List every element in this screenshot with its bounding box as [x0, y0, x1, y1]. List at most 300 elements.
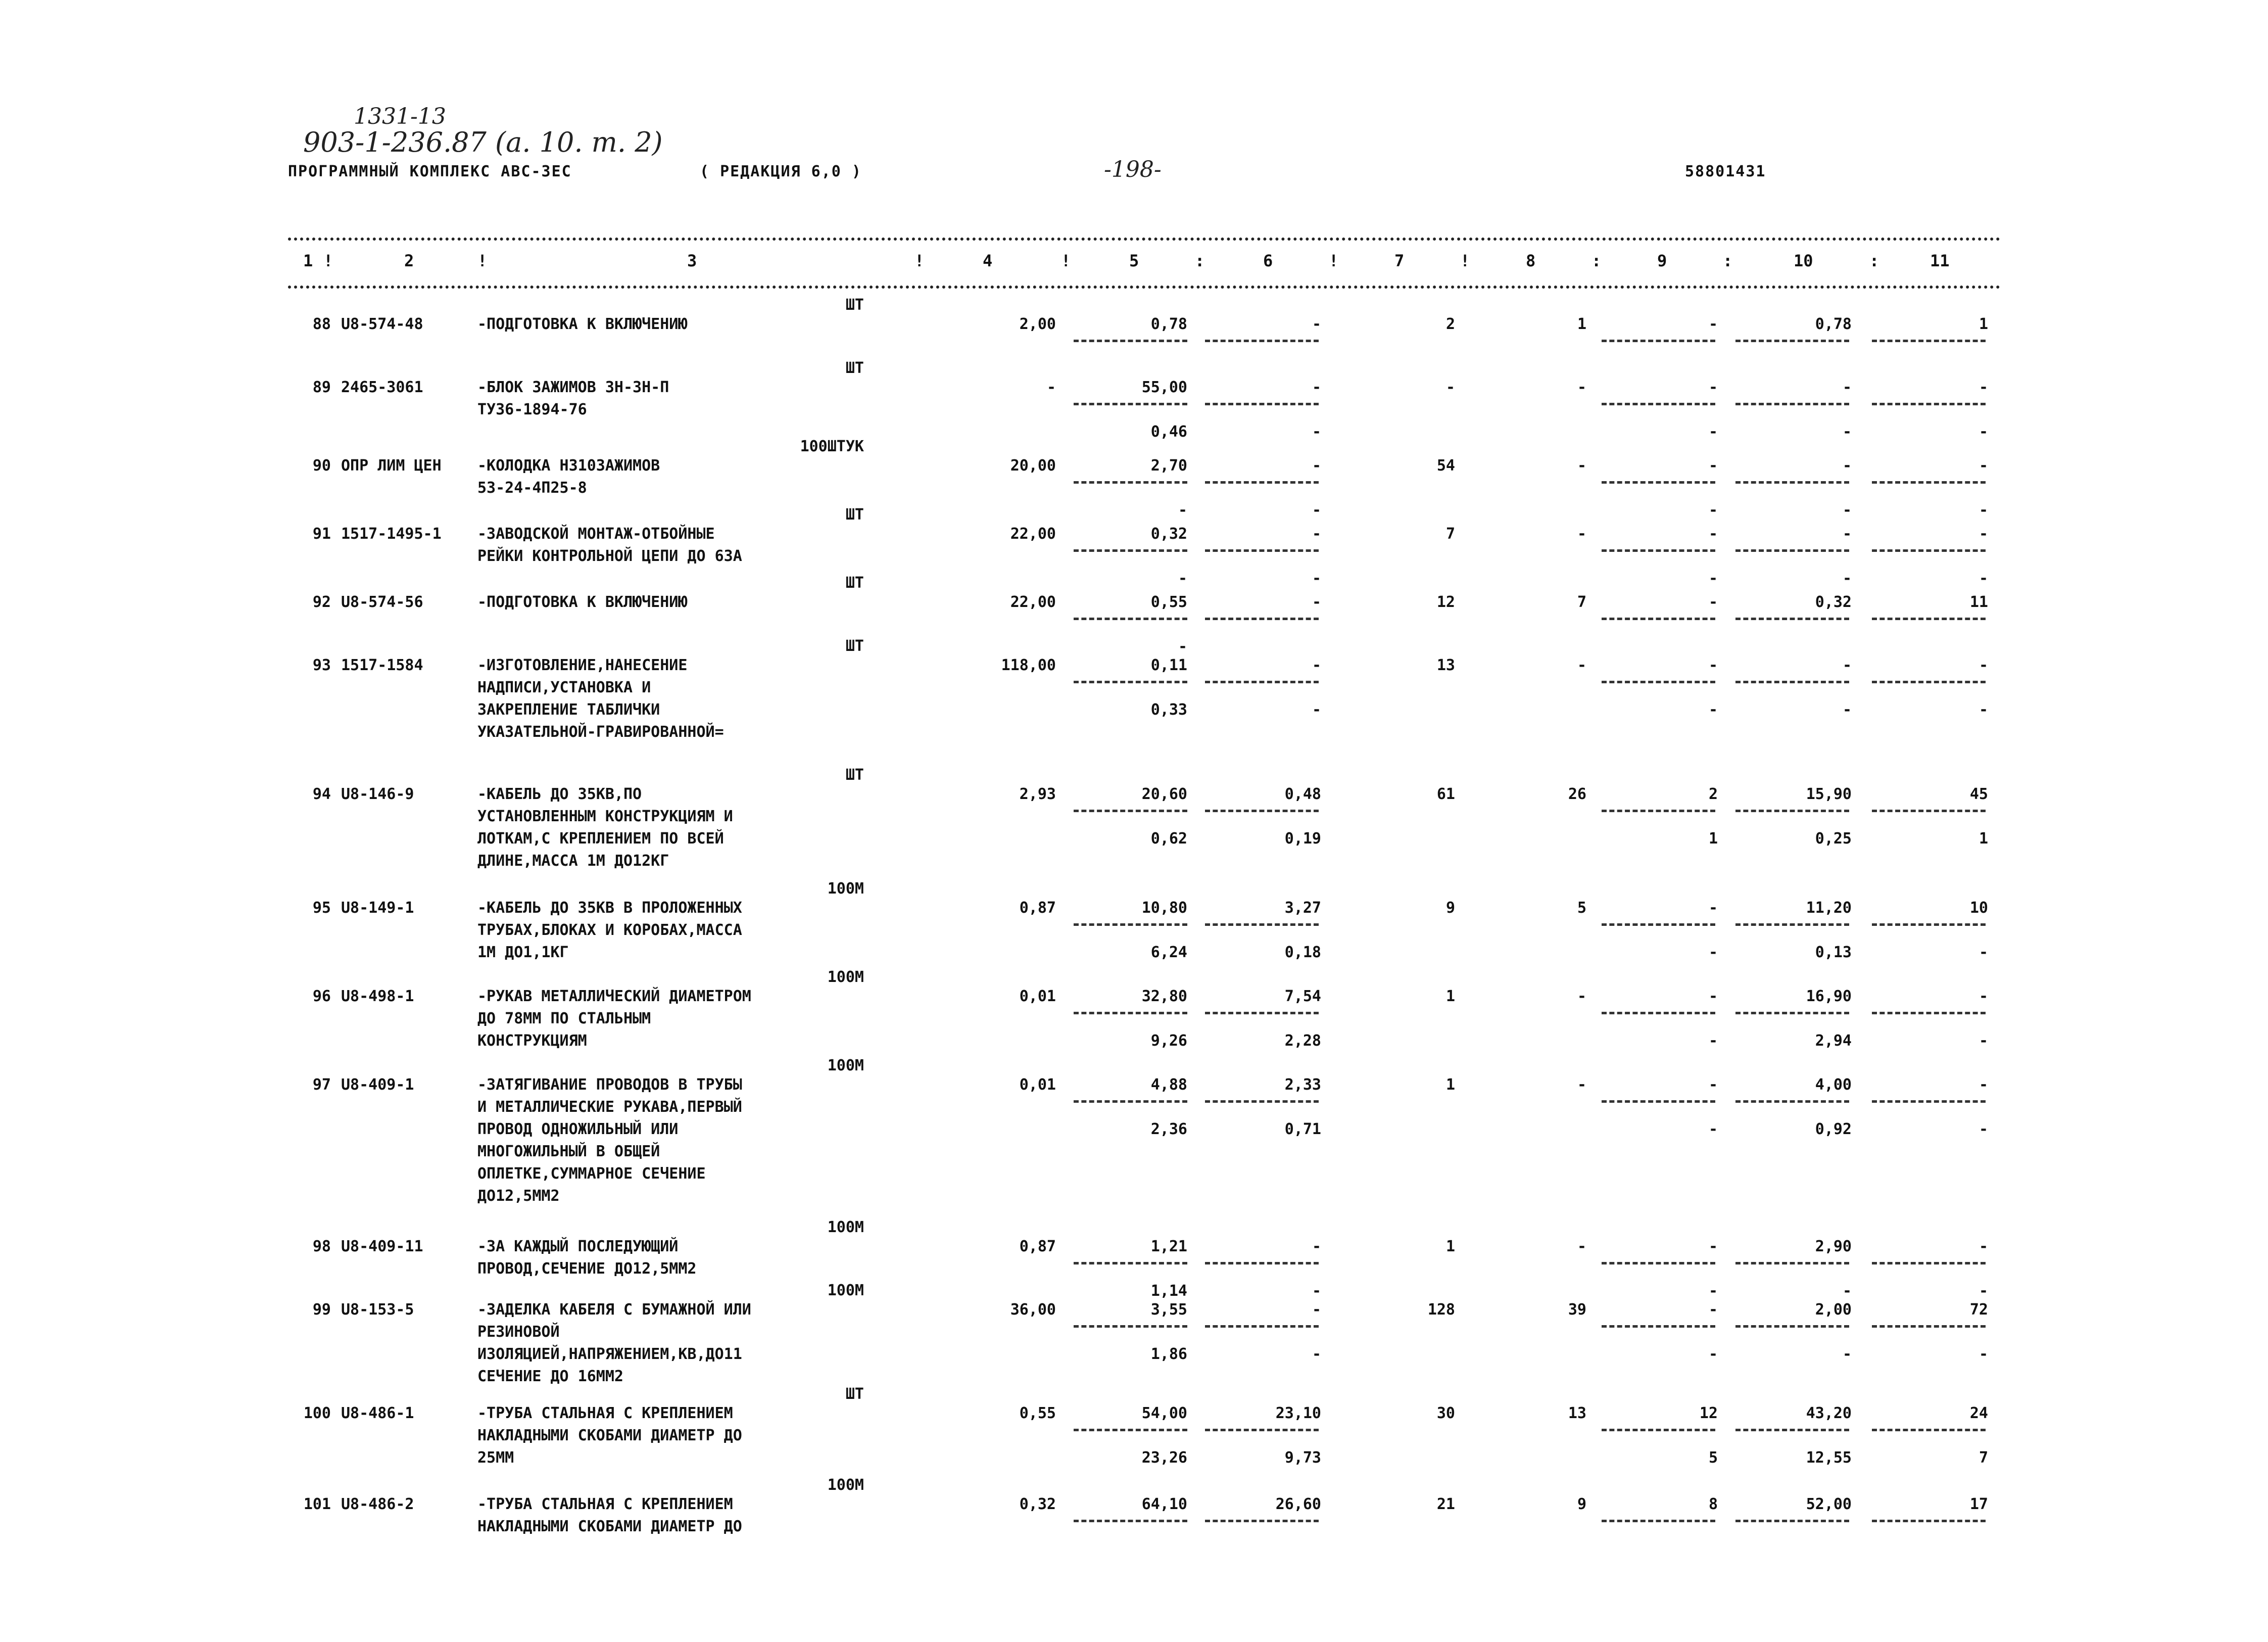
- description-line: ОПЛЕТКЕ,СУММАРНОЕ СЕЧЕНИЕ: [477, 1165, 706, 1183]
- description-line: ЛОТКАМ,С КРЕПЛЕНИЕМ ПО ВСЕЙ: [477, 830, 724, 848]
- value-c11-sub: -: [1979, 1032, 1988, 1050]
- dash-separator: [1205, 923, 1319, 926]
- dash-separator: [1205, 618, 1319, 620]
- description-line: -ТРУБА СТАЛЬНАЯ С КРЕПЛЕНИЕМ: [477, 1495, 733, 1513]
- unit-label: 100М: [827, 968, 864, 986]
- value-c10: 43,20: [1806, 1404, 1852, 1422]
- col-11-header: 11: [1930, 251, 1950, 270]
- value-c5: 55,00: [1141, 379, 1187, 396]
- description-line: -БЛОК ЗАЖИМОВ ЗН-3Н-П: [477, 379, 669, 396]
- dash-separator: [1074, 923, 1187, 926]
- value-c6-sub: -: [1312, 1282, 1321, 1300]
- description-line: -РУКАВ МЕТАЛЛИЧЕСКИЙ ДИАМЕТРОМ: [477, 988, 751, 1005]
- value-c9-sub: -: [1708, 1282, 1718, 1300]
- row-number: 88: [312, 315, 331, 333]
- col-sep: !: [914, 251, 925, 270]
- value-c10: -: [1842, 525, 1852, 543]
- row-code: U8-574-56: [341, 593, 423, 611]
- value-c9: -: [1708, 988, 1718, 1005]
- unit-label: 100М: [827, 880, 864, 898]
- value-c7: 13: [1436, 656, 1455, 674]
- dash-separator: [1735, 810, 1849, 812]
- description-line: ПРОВОД ОДНОЖИЛЬНЫЙ ИЛИ: [477, 1120, 679, 1138]
- description-line: УКАЗАТЕЛЬНОЙ-ГРАВИРОВАННОЙ=: [477, 723, 724, 741]
- dash-separator: [1735, 403, 1849, 405]
- value-c10-sub: -: [1842, 501, 1852, 519]
- value-c8: -: [1577, 1076, 1586, 1094]
- col-3-header: 3: [687, 251, 697, 270]
- dash-separator: [1205, 481, 1319, 484]
- col-sep: :: [1591, 251, 1602, 270]
- description-line: И МЕТАЛЛИЧЕСКИЕ РУКАВА,ПЕРВЫЙ: [477, 1098, 742, 1116]
- value-c5-sub: 6,24: [1150, 944, 1187, 961]
- dash-separator: [1205, 1429, 1319, 1431]
- dash-separator: [1735, 1012, 1849, 1014]
- value-c7: -: [1445, 379, 1455, 396]
- value-c9: -: [1708, 379, 1718, 396]
- dash-separator: [1735, 1429, 1849, 1431]
- value-c7: 30: [1436, 1404, 1455, 1422]
- value-c4: 0,32: [1019, 1495, 1056, 1513]
- value-c11-sub: -: [1979, 501, 1988, 519]
- value-c5: 3,55: [1150, 1301, 1187, 1319]
- value-c11-sub: -: [1979, 701, 1988, 719]
- dash-separator: [1872, 681, 1986, 683]
- description-line: НАКЛАДНЫМИ СКОБАМИ ДИАМЕТР ДО: [477, 1518, 742, 1535]
- dash-separator: [1074, 1100, 1187, 1103]
- dash-separator: [1602, 1429, 1715, 1431]
- dash-separator: [1205, 1520, 1319, 1522]
- value-c11: 72: [1969, 1301, 1988, 1319]
- description-line: МНОГОЖИЛЬНЫЙ В ОБЩЕЙ: [477, 1143, 660, 1160]
- value-c8: 7: [1577, 593, 1586, 611]
- row-code: U8-146-9: [341, 785, 414, 803]
- value-c5: 0,11: [1150, 656, 1187, 674]
- dash-separator: [1205, 681, 1319, 683]
- value-c9: -: [1708, 525, 1718, 543]
- value-c9-sub: -: [1708, 1032, 1718, 1050]
- value-c5-sub: 0,62: [1150, 830, 1187, 848]
- value-c11-sub: -: [1979, 570, 1988, 587]
- value-c11-sub: 1: [1979, 830, 1988, 848]
- row-code: U8-409-1: [341, 1076, 414, 1094]
- row-number: 99: [312, 1301, 331, 1319]
- value-c10-sub: -: [1842, 423, 1852, 441]
- value-c7: 54: [1436, 457, 1455, 475]
- row-code: 1517-1584: [341, 656, 423, 674]
- row-number: 91: [312, 525, 331, 543]
- value-c8: 13: [1568, 1404, 1586, 1422]
- value-c5-sub: -: [1178, 638, 1187, 655]
- value-c11-sub: -: [1979, 423, 1988, 441]
- value-c4: 0,87: [1019, 899, 1056, 917]
- handwritten-annotation-line1: 1331-13: [354, 104, 446, 129]
- dash-separator: [1872, 810, 1986, 812]
- unit-label: 100М: [827, 1476, 864, 1494]
- row-code: U8-409-11: [341, 1238, 423, 1255]
- value-c11: -: [1979, 457, 1988, 475]
- value-c5: 1,21: [1150, 1238, 1187, 1255]
- dash-separator: [1205, 549, 1319, 552]
- row-code: 2465-3061: [341, 379, 423, 396]
- col-sep: !: [1329, 251, 1339, 270]
- value-c5: 0,32: [1150, 525, 1187, 543]
- value-c5: 32,80: [1141, 988, 1187, 1005]
- value-c6: 3,27: [1284, 899, 1321, 917]
- value-c10: -: [1842, 379, 1852, 396]
- row-code: ОПР ЛИМ ЦЕН: [341, 457, 442, 475]
- value-c5-sub: 0,33: [1150, 701, 1187, 719]
- description-line: 1М ДО1,1КГ: [477, 944, 569, 961]
- dash-separator: [1602, 1012, 1715, 1014]
- value-c9: -: [1708, 1076, 1718, 1094]
- value-c9: 2: [1708, 785, 1718, 803]
- value-c11: -: [1979, 1076, 1988, 1094]
- row-number: 92: [312, 593, 331, 611]
- dash-separator: [1735, 340, 1849, 342]
- value-c8: 26: [1568, 785, 1586, 803]
- value-c8: -: [1577, 457, 1586, 475]
- row-number: 98: [312, 1238, 331, 1255]
- dash-separator: [1074, 1429, 1187, 1431]
- row-code: U8-486-1: [341, 1404, 414, 1422]
- dash-separator: [1872, 1325, 1986, 1328]
- value-c9-sub: -: [1708, 701, 1718, 719]
- description-line: -КОЛОДКА НЗ103АЖИМОВ: [477, 457, 660, 475]
- description-line: СЕЧЕНИЕ ДО 16ММ2: [477, 1368, 623, 1385]
- col-6-header: 6: [1263, 251, 1273, 270]
- value-c7: 1: [1445, 1076, 1455, 1094]
- value-c11-sub: -: [1979, 1345, 1988, 1363]
- dash-separator: [1602, 481, 1715, 484]
- dash-separator: [1074, 681, 1187, 683]
- value-c10-sub: 0,25: [1815, 830, 1852, 848]
- description-line: НАКЛАДНЫМИ СКОБАМИ ДИАМЕТР ДО: [477, 1427, 742, 1444]
- description-line: ТРУБАХ,БЛОКАХ И КОРОБАХ,МАССА: [477, 921, 742, 939]
- value-c5: 54,00: [1141, 1404, 1187, 1422]
- description-line: РЕЗИНОВОЙ: [477, 1323, 560, 1341]
- value-c8: 5: [1577, 899, 1586, 917]
- value-c11: 10: [1969, 899, 1988, 917]
- value-c10: 15,90: [1806, 785, 1852, 803]
- value-c6: -: [1312, 457, 1321, 475]
- dash-separator: [1872, 923, 1986, 926]
- value-c4: -: [1046, 379, 1056, 396]
- value-c5-sub: 9,26: [1150, 1032, 1187, 1050]
- value-c11: 45: [1969, 785, 1988, 803]
- dash-separator: [1872, 1429, 1986, 1431]
- value-c6: 2,33: [1284, 1076, 1321, 1094]
- dash-separator: [1205, 340, 1319, 342]
- value-c8: 39: [1568, 1301, 1586, 1319]
- value-c10: 11,20: [1806, 899, 1852, 917]
- value-c9: 12: [1699, 1404, 1718, 1422]
- value-c9-sub: -: [1708, 944, 1718, 961]
- value-c7: 2: [1445, 315, 1455, 333]
- row-number: 93: [312, 656, 331, 674]
- description-line: РЕЙКИ КОНТРОЛЬНОЙ ЦЕПИ ДО 63А: [477, 547, 742, 565]
- value-c11-sub: -: [1979, 1282, 1988, 1300]
- value-c8: -: [1577, 988, 1586, 1005]
- dash-separator: [1735, 1325, 1849, 1328]
- value-c6-sub: 0,19: [1284, 830, 1321, 848]
- dash-separator: [1872, 481, 1986, 484]
- dash-separator: [1602, 1262, 1715, 1264]
- value-c8: -: [1577, 525, 1586, 543]
- value-c5-sub: 1,86: [1150, 1345, 1187, 1363]
- description-line: УСТАНОВЛЕННЫМ КОНСТРУКЦИЯМ И: [477, 808, 733, 825]
- value-c6: 23,10: [1275, 1404, 1321, 1422]
- value-c7: 12: [1436, 593, 1455, 611]
- description-line: -ЗАТЯГИВАНИЕ ПРОВОДОВ В ТРУБЫ: [477, 1076, 742, 1094]
- value-c5: 10,80: [1141, 899, 1187, 917]
- dash-separator: [1074, 810, 1187, 812]
- value-c10: 16,90: [1806, 988, 1852, 1005]
- value-c11: 17: [1969, 1495, 1988, 1513]
- value-c6: -: [1312, 1238, 1321, 1255]
- dash-separator: [1074, 618, 1187, 620]
- value-c7: 21: [1436, 1495, 1455, 1513]
- value-c10-sub: 12,55: [1806, 1449, 1852, 1467]
- unit-label: 100ШТУК: [800, 438, 864, 455]
- value-c4: 0,01: [1019, 1076, 1056, 1094]
- row-number: 94: [312, 785, 331, 803]
- dash-separator: [1602, 1325, 1715, 1328]
- dash-separator: [1205, 810, 1319, 812]
- value-c10: 0,32: [1815, 593, 1852, 611]
- description-line: -ТРУБА СТАЛЬНАЯ С КРЕПЛЕНИЕМ: [477, 1404, 733, 1422]
- value-c5-sub: 0,46: [1150, 423, 1187, 441]
- description-line: КОНСТРУКЦИЯМ: [477, 1032, 587, 1050]
- row-number: 96: [312, 988, 331, 1005]
- value-c11: -: [1979, 988, 1988, 1005]
- description-line: -ПОДГОТОВКА К ВКЛЮЧЕНИЮ: [477, 593, 688, 611]
- value-c6: -: [1312, 593, 1321, 611]
- dash-separator: [1872, 403, 1986, 405]
- col-7-header: 7: [1394, 251, 1405, 270]
- description-line: -ЗАВОДСКОЙ МОНТАЖ-ОТБОЙНЫЕ: [477, 525, 715, 543]
- col-1-header: 1: [303, 251, 313, 270]
- value-c6: -: [1312, 315, 1321, 333]
- value-c9: -: [1708, 656, 1718, 674]
- dash-separator: [1602, 618, 1715, 620]
- dash-separator: [1074, 1520, 1187, 1522]
- dash-separator: [1735, 1520, 1849, 1522]
- value-c6-sub: -: [1312, 423, 1321, 441]
- value-c11: 11: [1969, 593, 1988, 611]
- dash-separator: [1735, 923, 1849, 926]
- dash-separator: [1735, 481, 1849, 484]
- description-line: -КАБЕЛЬ ДО 35КВ В ПРОЛОЖЕННЫХ: [477, 899, 742, 917]
- value-c6: 26,60: [1275, 1495, 1321, 1513]
- value-c9-sub: -: [1708, 501, 1718, 519]
- value-c8: 1: [1577, 315, 1586, 333]
- value-c6: -: [1312, 656, 1321, 674]
- value-c8: -: [1577, 656, 1586, 674]
- value-c11: -: [1979, 379, 1988, 396]
- col-2-header: 2: [404, 251, 414, 270]
- description-line: -КАБЕЛЬ ДО 35КВ,ПО: [477, 785, 642, 803]
- value-c6-sub: -: [1312, 501, 1321, 519]
- value-c9-sub: 5: [1708, 1449, 1718, 1467]
- dash-separator: [1735, 618, 1849, 620]
- row-number: 101: [303, 1495, 331, 1513]
- value-c5: 20,60: [1141, 785, 1187, 803]
- description-line: ДО 78ММ ПО СТАЛЬНЫМ: [477, 1010, 651, 1027]
- value-c4: 0,55: [1019, 1404, 1056, 1422]
- unit-label: 100М: [827, 1218, 864, 1236]
- value-c10: 0,78: [1815, 315, 1852, 333]
- value-c4: 36,00: [1010, 1301, 1056, 1319]
- value-c8: -: [1577, 1238, 1586, 1255]
- description-line: 25ММ: [477, 1449, 514, 1467]
- value-c4: 2,00: [1019, 315, 1056, 333]
- value-c6-sub: -: [1312, 570, 1321, 587]
- value-c10: 2,00: [1815, 1301, 1852, 1319]
- unit-label: ШТ: [845, 296, 864, 314]
- value-c5: 2,70: [1150, 457, 1187, 475]
- unit-label: 100М: [827, 1282, 864, 1299]
- value-c4: 20,00: [1010, 457, 1056, 475]
- value-c6: -: [1312, 379, 1321, 396]
- dash-separator: [1602, 549, 1715, 552]
- col-sep: !: [477, 251, 488, 270]
- col-sep: !: [1460, 251, 1470, 270]
- value-c9-sub: 1: [1708, 830, 1718, 848]
- value-c11: 24: [1969, 1404, 1988, 1422]
- value-c5: 4,88: [1150, 1076, 1187, 1094]
- dash-separator: [1074, 1325, 1187, 1328]
- value-c7: 7: [1445, 525, 1455, 543]
- unit-label: ШТ: [845, 1385, 864, 1403]
- value-c8: 9: [1577, 1495, 1586, 1513]
- value-c6-sub: 2,28: [1284, 1032, 1321, 1050]
- value-c4: 2,93: [1019, 785, 1056, 803]
- document-code: 58801431: [1685, 163, 1766, 180]
- dash-separator: [1602, 923, 1715, 926]
- value-c6-sub: -: [1312, 1345, 1321, 1363]
- dash-separator: [1872, 1520, 1986, 1522]
- value-c9-sub: -: [1708, 1120, 1718, 1138]
- dash-separator: [1735, 681, 1849, 683]
- value-c10-sub: -: [1842, 1345, 1852, 1363]
- value-c9-sub: -: [1708, 570, 1718, 587]
- unit-label: ШТ: [845, 637, 864, 655]
- row-code: U8-149-1: [341, 899, 414, 917]
- value-c4: 0,01: [1019, 988, 1056, 1005]
- description-line: ИЗОЛЯЦИЕЙ,НАПРЯЖЕНИЕМ,КВ,ДО11: [477, 1345, 742, 1363]
- dash-separator: [1602, 1520, 1715, 1522]
- value-c9: -: [1708, 899, 1718, 917]
- description-line: ТУ36-1894-76: [477, 401, 587, 418]
- col-10-header: 10: [1794, 251, 1813, 270]
- value-c11-sub: -: [1979, 944, 1988, 961]
- dash-separator: [1602, 403, 1715, 405]
- value-c11: -: [1979, 1238, 1988, 1255]
- value-c10: 2,90: [1815, 1238, 1852, 1255]
- row-number: 97: [312, 1076, 331, 1094]
- col-8-header: 8: [1526, 251, 1536, 270]
- col-sep: :: [1195, 251, 1205, 270]
- value-c10: 52,00: [1806, 1495, 1852, 1513]
- dash-separator: [1205, 403, 1319, 405]
- value-c5-sub: 2,36: [1150, 1120, 1187, 1138]
- dash-separator: [1735, 1262, 1849, 1264]
- row-number: 90: [312, 457, 331, 475]
- value-c6-sub: 0,71: [1284, 1120, 1321, 1138]
- dash-separator: [1074, 403, 1187, 405]
- value-c11-sub: 7: [1979, 1449, 1988, 1467]
- description-line: ДО12,5ММ2: [477, 1187, 560, 1205]
- description-line: -ЗА КАЖДЫЙ ПОСЛЕДУЮЩИЙ: [477, 1238, 679, 1255]
- unit-label: ШТ: [845, 359, 864, 377]
- dash-separator: [1602, 810, 1715, 812]
- value-c5: 64,10: [1141, 1495, 1187, 1513]
- col-9-header: 9: [1657, 251, 1667, 270]
- unit-label: ШТ: [845, 506, 864, 524]
- row-code: U8-153-5: [341, 1301, 414, 1319]
- value-c9: -: [1708, 315, 1718, 333]
- row-number: 95: [312, 899, 331, 917]
- value-c6-sub: 9,73: [1284, 1449, 1321, 1467]
- dash-separator: [1872, 549, 1986, 552]
- value-c4: 0,87: [1019, 1238, 1056, 1255]
- col-sep: !: [323, 251, 333, 270]
- value-c5-sub: -: [1178, 501, 1187, 519]
- description-line: -ПОДГОТОВКА К ВКЛЮЧЕНИЮ: [477, 315, 688, 333]
- dash-separator: [1735, 549, 1849, 552]
- edition-label: ( РЕДАКЦИЯ 6,0 ): [700, 163, 862, 180]
- dash-separator: [1205, 1100, 1319, 1103]
- dash-separator: [1074, 340, 1187, 342]
- page-number: -198-: [1104, 157, 1162, 182]
- row-code: U8-498-1: [341, 988, 414, 1005]
- value-c9-sub: -: [1708, 423, 1718, 441]
- description-line: ЗАКРЕПЛЕНИЕ ТАБЛИЧКИ: [477, 701, 660, 719]
- value-c6: -: [1312, 525, 1321, 543]
- value-c6: -: [1312, 1301, 1321, 1319]
- description-line: ДЛИНЕ,МАССА 1М ДО12КГ: [477, 852, 669, 870]
- value-c6: 7,54: [1284, 988, 1321, 1005]
- dash-separator: [1735, 1100, 1849, 1103]
- value-c10: -: [1842, 656, 1852, 674]
- description-line: -ЗАДЕЛКА КАБЕЛЯ С БУМАЖНОЙ ИЛИ: [477, 1301, 751, 1319]
- value-c7: 1: [1445, 1238, 1455, 1255]
- row-number: 100: [303, 1404, 331, 1422]
- dash-separator: [1872, 1100, 1986, 1103]
- value-c10-sub: 2,94: [1815, 1032, 1852, 1050]
- dash-separator: [1872, 340, 1986, 342]
- dash-separator: [1074, 1262, 1187, 1264]
- row-code: 1517-1495-1: [341, 525, 442, 543]
- value-c10: 4,00: [1815, 1076, 1852, 1094]
- value-c4: 22,00: [1010, 593, 1056, 611]
- dash-separator: [1205, 1325, 1319, 1328]
- dash-separator: [1074, 1012, 1187, 1014]
- value-c10-sub: 0,92: [1815, 1120, 1852, 1138]
- value-c5-sub: 1,14: [1150, 1282, 1187, 1300]
- value-c10-sub: -: [1842, 570, 1852, 587]
- value-c6-sub: -: [1312, 701, 1321, 719]
- value-c9: 8: [1708, 1495, 1718, 1513]
- value-c4: 22,00: [1010, 525, 1056, 543]
- value-c7: 1: [1445, 988, 1455, 1005]
- value-c4: 118,00: [1001, 656, 1056, 674]
- value-c9-sub: -: [1708, 1345, 1718, 1363]
- value-c11: -: [1979, 525, 1988, 543]
- value-c9: -: [1708, 593, 1718, 611]
- dash-separator: [1602, 340, 1715, 342]
